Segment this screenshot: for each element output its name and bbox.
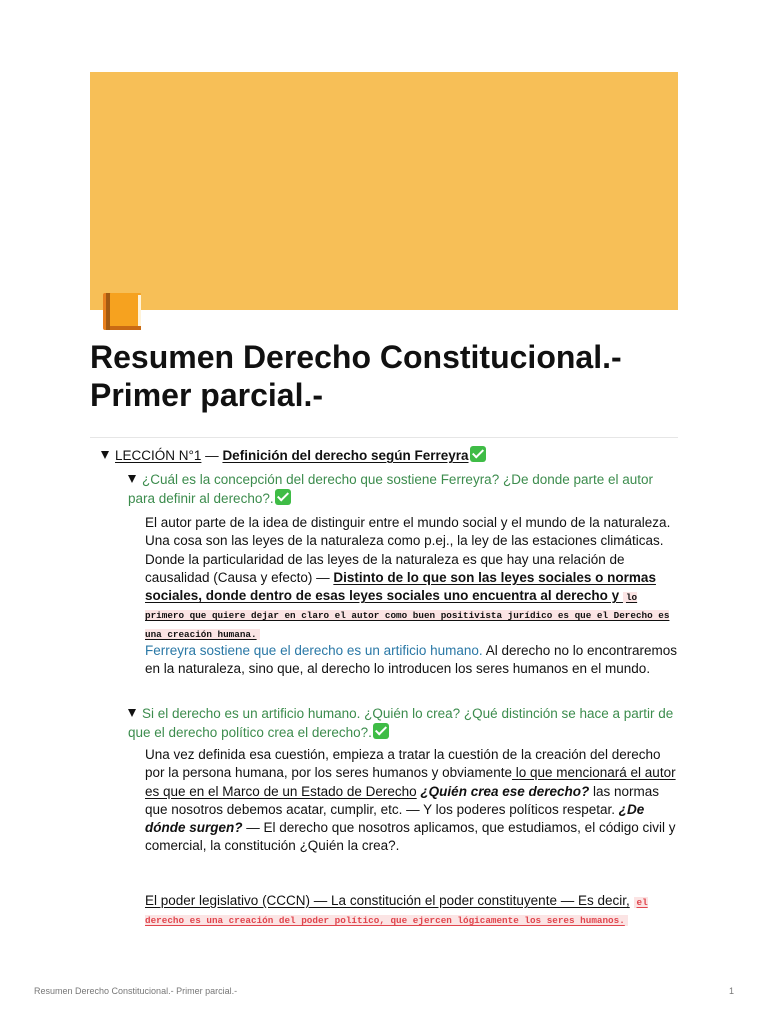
answer-paragraph-4 (145, 892, 681, 929)
underlined-text: El poder legislativo (CCCN) — La constitución el poder constituyente — Es decir, (145, 893, 630, 908)
lesson-topic: Definición del derecho según Ferreyra (222, 448, 469, 463)
bold-italic-question: ¿Quién crea ese derecho? (416, 783, 590, 799)
answer-paragraph-2 (145, 642, 681, 679)
checkmark-icon (275, 489, 291, 505)
bold-underlined-text: Distinto de lo que son las leyes sociales o normas sociales, donde dentro de esas leyes sociales uno encuentra al derecho y (145, 569, 656, 604)
paragraph-text: El autor parte de la idea de distinguir entre el mundo social y el mundo de la naturaleza. Una cosa son las leyes de la naturaleza como p.ej., la ley de las estaciones climáticas. Donde la particularidad de las leyes de la naturaleza es que hay una relación de causalidad (Causa y efecto) — (145, 515, 671, 585)
paragraph-text: las normas que nosotros debemos acatar, cumplir, etc. — Y los poderes políticos respetar. (145, 783, 660, 817)
answer-paragraph-3 (145, 746, 681, 856)
bold-italic-question: ¿De dónde surgen? (145, 801, 645, 836)
question-toggle-1[interactable] (128, 471, 680, 508)
orange-book-icon (100, 292, 144, 332)
lesson-label: LECCIÓN N°1 (115, 448, 202, 463)
page-title: Resumen Derecho Constitucional.- Primer parcial.- (90, 339, 622, 413)
footer-page-number: 1 (729, 986, 735, 996)
question-2-text: Si el derecho es un artificio humano. ¿Quién lo crea? ¿Qué distinción se hace a partir de que el derecho político crea el derecho?. (128, 706, 674, 740)
highlighted-code-text: lo primero que quiere dejar en claro el autor como buen positivista jurídico es que el Derecho es una creación humana. (145, 592, 670, 640)
paragraph-text: Una vez definida esa cuestión, empieza a tratar la cuestión de la creación del derecho por la persona humana, por los seres humanos y obviamente (145, 747, 661, 781)
toggle-triangle-icon[interactable] (101, 451, 109, 459)
toggle-triangle-icon[interactable] (128, 709, 136, 717)
toggle-triangle-icon[interactable] (128, 475, 136, 483)
highlighted-code-text: el derecho es una creación del poder político, que ejercen lógicamente los seres humanos. (145, 897, 648, 927)
paragraph-text: — El derecho que nosotros aplicamos, que estudiamos, el código civil y comercial, la constitución ¿Quién la crea?. (145, 820, 676, 854)
title-divider (90, 437, 678, 438)
question-toggle-2[interactable] (128, 705, 680, 742)
underlined-text: lo que mencionará el autor es que en el Marco de un Estado de Derecho (145, 765, 676, 799)
answer-paragraph-1 (145, 514, 681, 642)
paragraph-text: Al derecho no lo encontraremos en la naturaleza, sino que, al derecho lo introducen los seres humanos en el mundo. (145, 643, 678, 677)
blue-text: Ferreyra sostiene que el derecho es un artificio humano. (145, 643, 483, 658)
checkmark-icon (470, 446, 486, 462)
lesson-heading[interactable] (101, 446, 486, 465)
question-1-text: ¿Cuál es la concepción del derecho que sostiene Ferreyra? ¿De donde parte el autor para definir al derecho?. (128, 472, 654, 506)
footer-document-title: Resumen Derecho Constitucional.- Primer parcial.- (34, 986, 238, 996)
cover-image (90, 72, 678, 310)
lesson-dash: — (201, 448, 223, 463)
checkmark-icon (373, 723, 389, 739)
